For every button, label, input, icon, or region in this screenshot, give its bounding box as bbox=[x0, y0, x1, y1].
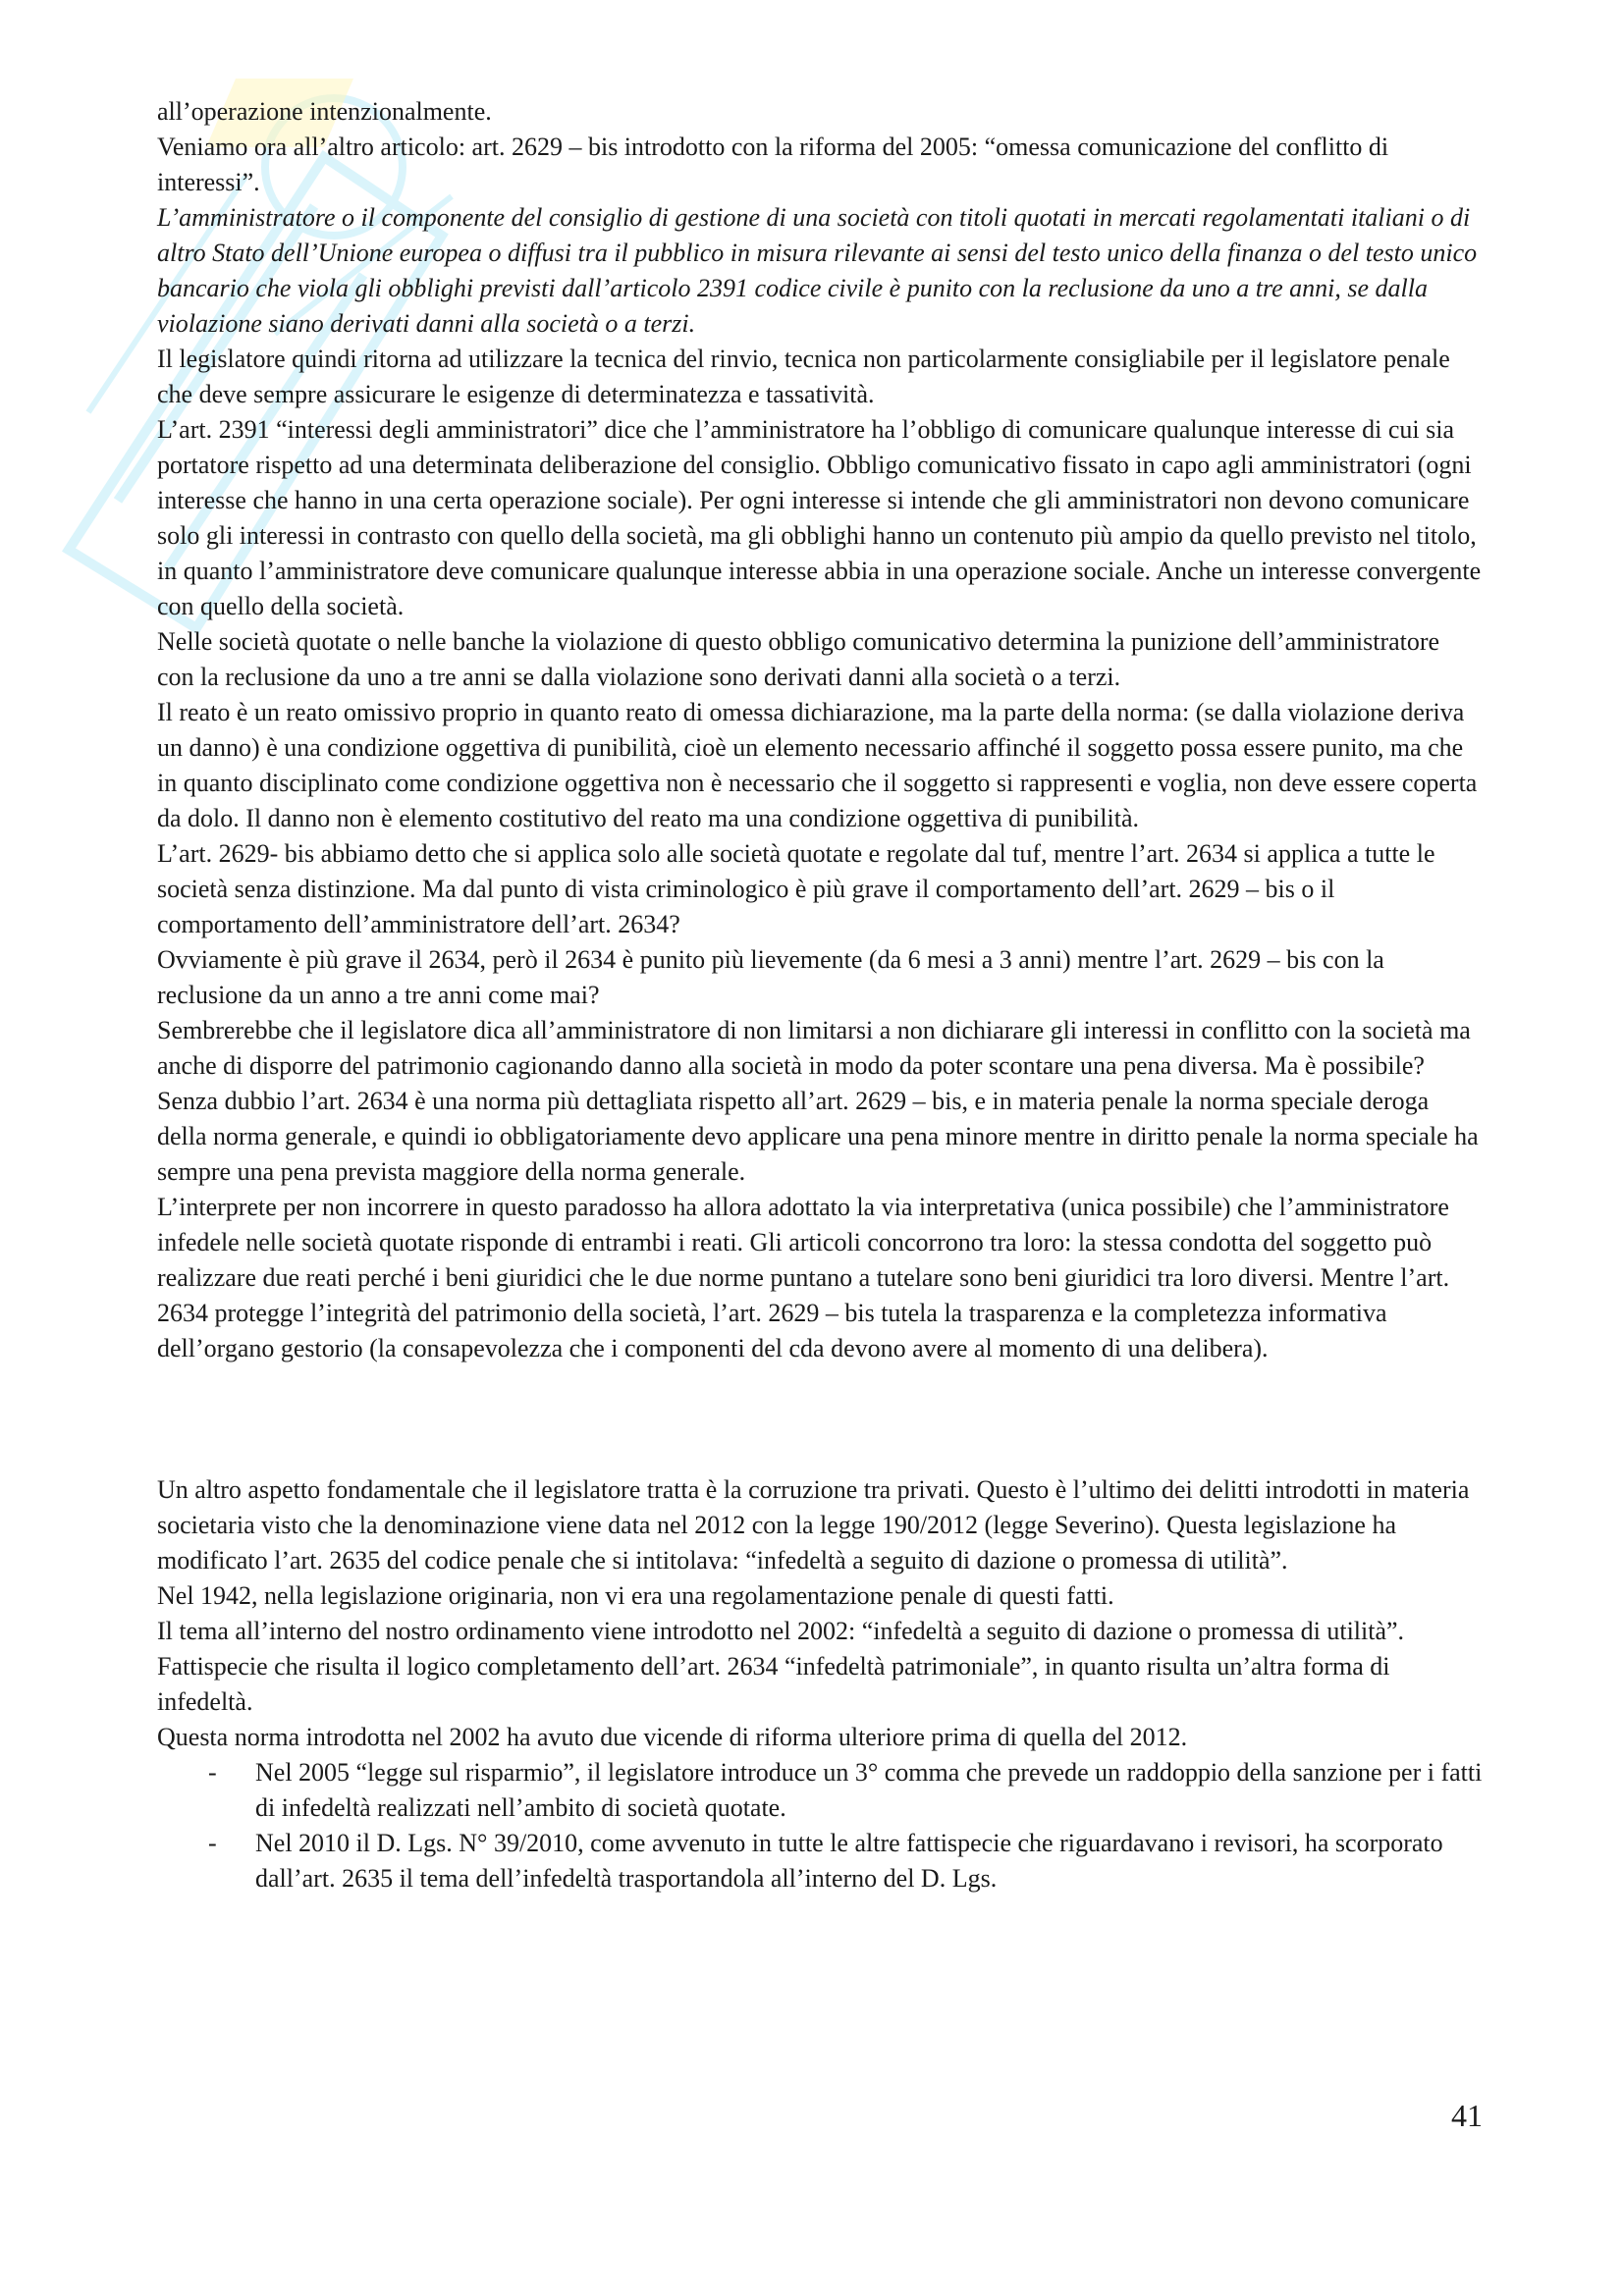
paragraph: Nelle società quotate o nelle banche la violazione di questo obbligo comunicativo determina la punizione dell’amministratore con la reclusione da uno a tre anni se dalla violazione sono derivati danni alla società o a terzi. bbox=[157, 627, 1440, 691]
paragraph: L’interprete per non incorrere in questo paradosso ha allora adottato la via interpretativa (unica possibile) che l’amministratore infedele nelle società quotate risponde di entrambi i reati. Gli articoli concorrono tra loro: la stessa condotta del soggetto può realizzare due reati perché i beni giuridici che le due norme puntano a tutelare sono beni giuridici tra loro diversi. Mentre l’art. 2634 protegge l’integrità del patrimonio della società, l’art. 2629 – bis tutela la trasparenza e la completezza informativa dell’organo gestorio (la consapevolezza che i componenti del cda devono avere al momento di una delibera). bbox=[157, 1193, 1450, 1362]
section-top bbox=[157, 94, 1483, 1366]
paragraph: all’operazione intenzionalmente. bbox=[157, 97, 492, 126]
paragraph: Il tema all’interno del nostro ordinamento viene introdotto nel 2002: “infedeltà a seguito di dazione o promessa di utilità”. Fattispecie che risulta il logico completamento dell’art. 2634 “infedeltà patrimoniale”, in quanto risulta un’altra forma di infedeltà. bbox=[157, 1617, 1405, 1716]
bullet-text: Nel 2005 “legge sul risparmio”, il legislatore introduce un 3° comma che prevede un raddoppio della sanzione per i fatti di infedeltà realizzati nell’ambito di società quotate. bbox=[255, 1758, 1483, 1822]
paragraph: L’art. 2391 “interessi degli amministratori” dice che l’amministratore ha l’obbligo di comunicare qualunque interesse di cui sia portatore rispetto ad una determinata deliberazione del consiglio. Obbligo comunicativo fissato in capo agli amministratori (ogni interesse che hanno in una certa operazione sociale). Per ogni interesse si intende che gli amministratori non devono comunicare solo gli interessi in contrasto con quello della società, ma gli obblighi hanno un contenuto più ampio da quello previsto nel titolo, in quanto l’amministratore deve comunicare qualunque interesse abbia in una operazione sociale. Anche un interesse convergente con quello della società. bbox=[157, 415, 1482, 620]
bullet-marker: - bbox=[208, 1829, 217, 1857]
section-bottom bbox=[157, 1472, 1483, 1896]
section-spacer bbox=[157, 1366, 1483, 1472]
paragraph: L’art. 2629- bis abbiamo detto che si applica solo alle società quotate e regolate dal tuf, mentre l’art. 2634 si applica a tutte le società senza distinzione. Ma dal punto di vista criminologico è più grave il comportamento dell’art. 2629 – bis o il comportamento dell’amministratore dell’art. 2634? bbox=[157, 839, 1435, 938]
page-number: 41 bbox=[1451, 2098, 1483, 2133]
bullet-marker: - bbox=[208, 1758, 217, 1787]
paragraph: Sembrerebbe che il legislatore dica all’amministratore di non limitarsi a non dichiarare gli interessi in conflitto con la società ma anche di disporre del patrimonio cagionando danno alla società in modo da poter scontare una pena diversa. Ma è possibile? bbox=[157, 1016, 1471, 1080]
paragraph: Il legislatore quindi ritorna ad utilizzare la tecnica del rinvio, tecnica non particolarmente consigliabile per il legislatore penale che deve sempre assicurare le esigenze di determinatezza e tassatività. bbox=[157, 345, 1450, 408]
bullet-item bbox=[157, 1755, 1483, 1826]
paragraph: Ovviamente è più grave il 2634, però il 2634 è punito più lievemente (da 6 mesi a 3 anni) mentre l’art. 2629 – bis con la reclusione da un anno a tre anni come mai? bbox=[157, 945, 1384, 1009]
quoted-norm-paragraph: L’amministratore o il componente del consiglio di gestione di una società con titoli quotati in mercati regolamentati italiani o di altro Stato dell’Unione europea o diffusi tra il pubblico in misura rilevante ai sensi del testo unico della finanza o del testo unico bancario che viola gli obblighi previsti dall’articolo 2391 codice civile è punito con la reclusione da uno a tre anni, se dalla violazione siano derivati danni alla società o a terzi. bbox=[157, 203, 1478, 338]
bullet-list bbox=[157, 1755, 1483, 1896]
paragraph: Un altro aspetto fondamentale che il legislatore tratta è la corruzione tra privati. Questo è l’ultimo dei delitti introdotti in materia societaria visto che la denominazione viene data nel 2012 con la legge 190/2012 (legge Severino). Questa legislazione ha modificato l’art. 2635 del codice penale che si intitolava: “infedeltà a seguito di dazione o promessa di utilità”. bbox=[157, 1475, 1470, 1575]
paragraph: Senza dubbio l’art. 2634 è una norma più dettagliata rispetto all’art. 2629 – bis, e in materia penale la norma speciale deroga della norma generale, e quindi io obbligatoriamente devo applicare una pena minore mentre in diritto penale la norma speciale ha sempre una pena prevista maggiore della norma generale. bbox=[157, 1087, 1479, 1186]
paragraph: Veniamo ora all’altro articolo: art. 2629 – bis introdotto con la riforma del 2005: “omessa comunicazione del conflitto di interessi”. bbox=[157, 133, 1389, 196]
bullet-item bbox=[157, 1826, 1483, 1896]
paragraph: Nel 1942, nella legislazione originaria, non vi era una regolamentazione penale di questi fatti. bbox=[157, 1581, 1114, 1610]
page-body bbox=[157, 94, 1483, 1896]
bullet-text: Nel 2010 il D. Lgs. N° 39/2010, come avvenuto in tutte le altre fattispecie che riguardavano i revisori, ha scorporato dall’art. 2635 il tema dell’infedeltà trasportandola all’interno del D. Lgs. bbox=[255, 1829, 1443, 1893]
paragraph: Il reato è un reato omissivo proprio in quanto reato di omessa dichiarazione, ma la parte della norma: (se dalla violazione deriva un danno) è una condizione oggettiva di punibilità, cioè un elemento necessario affinché il soggetto possa essere punito, ma che in quanto disciplinato come condizione oggettiva non è necessario che il soggetto si rappresenti e voglia, non deve essere coperta da dolo. Il danno non è elemento costitutivo del reato ma una condizione oggettiva di punibilità. bbox=[157, 698, 1478, 832]
paragraph: Questa norma introdotta nel 2002 ha avuto due vicende di riforma ulteriore prima di quella del 2012. bbox=[157, 1723, 1188, 1751]
